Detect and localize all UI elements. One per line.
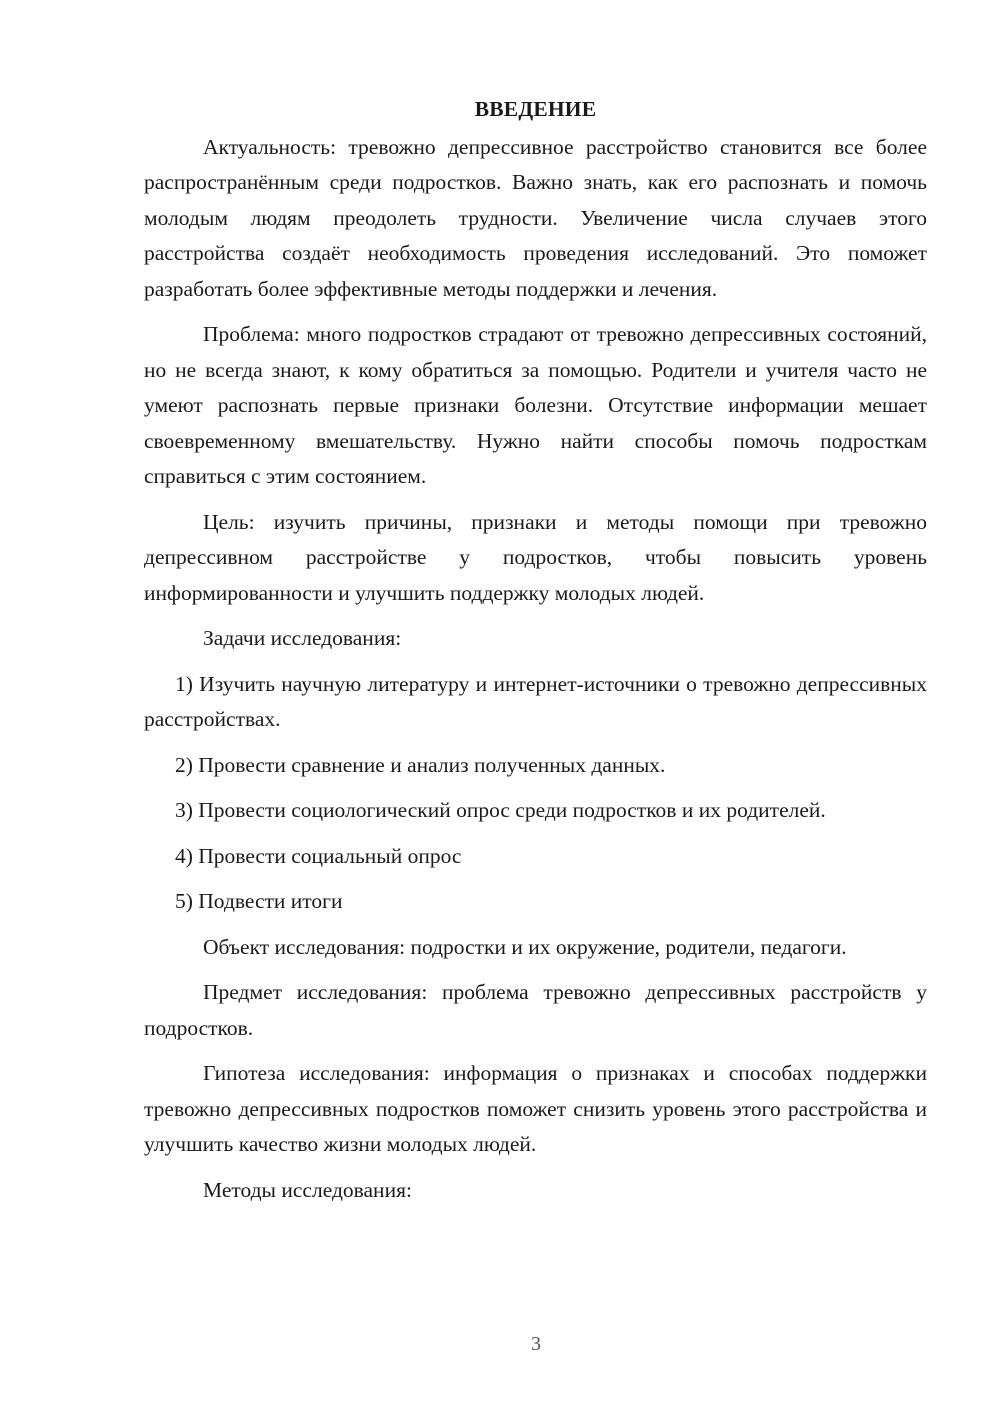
task-item-2: 2) Провести сравнение и анализ полученных данных. <box>175 752 666 777</box>
object-paragraph: Объект исследования: подростки и их окружение, родители, педагоги. <box>203 934 847 959</box>
task-item-3: 3) Провести социологический опрос среди подростков и их родителей. <box>175 798 826 822</box>
page-content <box>144 92 927 1218</box>
methods-heading: Методы исследования: <box>203 1177 412 1202</box>
task-item-5: 5) Подвести итоги <box>175 889 343 913</box>
task-item-1: 1) Изучить научную литературу и интернет-источники о тревожно депрессивных расстройствах. <box>144 671 927 731</box>
section-heading: ВВЕДЕНИЕ <box>474 97 597 121</box>
subject-paragraph: Предмет исследования: проблема тревожно депрессивных расстройств у подростков. <box>144 980 927 1040</box>
task-item-4: 4) Провести социальный опрос <box>175 843 462 868</box>
page-number: 3 <box>531 1333 541 1355</box>
problem-paragraph: Проблема: много подростков страдают от тревожно депрессивных состояний, но не всегда знают, к кому обратиться за помощью. Родители и учителя часто не умеют распознать первые признаки болезни. Отсутствие информации мешает своевременному вмешательству. Нужно найти способы помочь подросткам справиться с этим состоянием. <box>144 322 927 488</box>
goal-paragraph: Цель: изучить причины, признаки и методы помощи при тревожно депрессивном расстройстве у подростков, чтобы повысить уровень информированности и улучшить поддержку молодых людей. <box>144 509 927 605</box>
relevance-paragraph: Актуальность: тревожно депрессивное расстройство становится все более распространённым среди подростков. Важно знать, как его распознать и помочь молодым людям преодолеть трудности. Увеличение числа случаев этого расстройства создаёт необходимость проведения исследований. Это поможет разработать более эффективные методы поддержки и лечения. <box>144 134 927 301</box>
tasks-heading: Задачи исследования: <box>203 626 402 650</box>
hypothesis-paragraph: Гипотеза исследования: информация о признаках и способах поддержки тревожно депрессивных подростков поможет снизить уровень этого расстройства и улучшить качество жизни молодых людей. <box>144 1061 927 1156</box>
